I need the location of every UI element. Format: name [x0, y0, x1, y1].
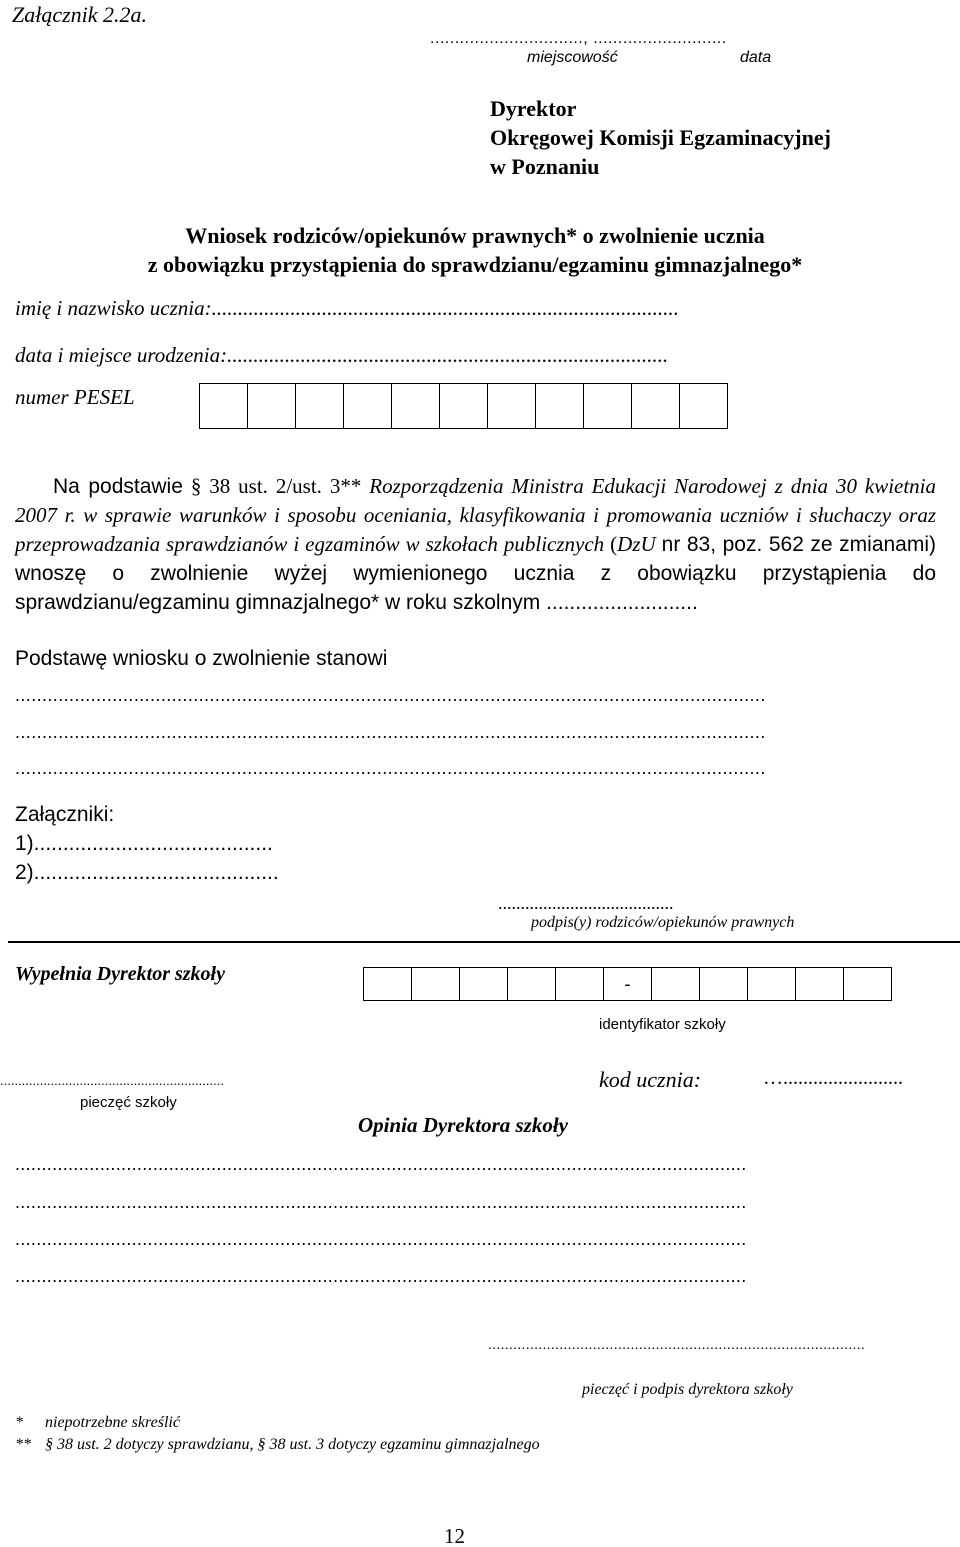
pesel-cell[interactable]: [391, 383, 440, 429]
attachments-label: Załączniki:: [15, 803, 115, 826]
pesel-grid[interactable]: [200, 383, 728, 429]
opinion-line-4[interactable]: ..........................................................................................................................................: [15, 1266, 747, 1286]
school-id-cell[interactable]: [507, 967, 556, 1001]
pesel-cell[interactable]: [343, 383, 392, 429]
footnote-1: [15, 1412, 540, 1434]
school-id-cell[interactable]: [459, 967, 508, 1001]
journal-abbrev: DzU: [617, 532, 656, 556]
page-number: 12: [444, 1524, 465, 1547]
opinion-line-1[interactable]: ..........................................................................................................................................: [15, 1154, 747, 1174]
title-line1: Wniosek rodziców/opiekunów prawnych* o zwolnienie ucznia: [185, 223, 765, 248]
school-id-dash: -: [624, 973, 631, 994]
school-id-cell[interactable]: [603, 967, 652, 1001]
attachments: [15, 800, 279, 887]
pesel-cell[interactable]: [631, 383, 680, 429]
body-part4: (: [610, 532, 618, 556]
basis-line-2[interactable]: ...........................................................................................................................................: [15, 722, 766, 742]
place-label: miejscowość: [527, 49, 618, 66]
pesel-cell[interactable]: [583, 383, 632, 429]
body-part1: Na podstawie: [53, 475, 183, 498]
school-id-cell[interactable]: [747, 967, 796, 1001]
parent-signature-label: podpis(y) rodziców/opiekunów prawnych: [531, 914, 795, 931]
opinion-line-3[interactable]: ..........................................................................................................................................: [15, 1229, 747, 1249]
director-signature-label: pieczęć i podpis dyrektora szkoły: [582, 1381, 793, 1398]
student-code-label: kod ucznia:: [599, 1067, 702, 1092]
school-stamp-dots[interactable]: ..............................................................: [0, 1073, 224, 1088]
title-line2: z obowiązku przystąpienia do sprawdzianu/egzaminu gimnazjalnego*: [147, 252, 803, 277]
pesel-cell[interactable]: [679, 383, 728, 429]
student-name-field[interactable]: [15, 296, 679, 321]
footnote-2-text-b: 38 ust. 3 dotyczy egzaminu gimnazjalnego: [269, 1436, 540, 1453]
basis-line-1[interactable]: ...........................................................................................................................................: [15, 685, 766, 705]
opinion-line-2[interactable]: ..........................................................................................................................................: [15, 1192, 747, 1212]
school-id-cell[interactable]: [843, 967, 892, 1001]
school-id-cell[interactable]: [699, 967, 748, 1001]
pesel-cell[interactable]: [439, 383, 488, 429]
section-divider: [8, 941, 960, 943]
school-stamp-label: pieczęć szkoły: [80, 1094, 177, 1111]
birth-field[interactable]: [15, 343, 668, 368]
director-section-title: Wypełnia Dyrektor szkoły: [15, 963, 225, 985]
footnote-1-mark: *: [15, 1414, 23, 1431]
footnote-2: [15, 1434, 540, 1456]
school-id-cell[interactable]: [363, 967, 412, 1001]
legal-basis-paragraph: [15, 472, 936, 617]
annex-label: Załącznik 2.2a.: [12, 2, 148, 27]
school-id-cell[interactable]: [651, 967, 700, 1001]
attachment-item-2[interactable]: 2)..........................................: [15, 861, 279, 884]
pesel-cell[interactable]: [247, 383, 296, 429]
parent-signature-dots[interactable]: .......................................: [498, 893, 674, 913]
addressee: [490, 94, 831, 181]
footnote-2-mark: **: [15, 1436, 31, 1453]
pesel-cell[interactable]: [535, 383, 584, 429]
body-part2: 38 ust. 2/ust. 3**: [209, 474, 362, 498]
body-part3: Rozporządzenia Ministra Edukacji Narodowej z dnia 30 kwietnia 2007 r. w sprawie warunków i sposobu oceniania, klasyfikowania i promowania uczniów i słuchaczy oraz przeprowadzania sprawdzianów i egzaminów w szkołach publicznych: [15, 474, 937, 556]
birth-label: data i miejsce urodzenia:: [15, 343, 228, 367]
pesel-cell[interactable]: [487, 383, 536, 429]
addressee-line3: w Poznaniu: [490, 154, 600, 179]
footnote-2-text-a: 38 ust. 2 dotyczy sprawdzianu,: [57, 1436, 254, 1453]
pesel-label: numer PESEL: [15, 385, 135, 409]
student-name-dots: .........................................................................................: [211, 296, 679, 320]
date-label: data: [740, 49, 772, 66]
body-part6: nr 83, poz. 562 ze zmianami) wnoszę o zwolnienie wyżej wymienionego ucznia z obowiązku przystąpienia do sprawdzianu/egzaminu gimnazjalnego* w roku szkolnym ..........................: [15, 533, 937, 614]
addressee-line1: Dyrektor: [490, 96, 577, 121]
school-id-cell[interactable]: [795, 967, 844, 1001]
basis-line-3[interactable]: ...........................................................................................................................................: [15, 758, 766, 778]
birth-dots: ....................................................................................: [227, 343, 669, 367]
section-sign-icon: §: [45, 1436, 53, 1453]
director-signature-dots[interactable]: ..........................................................................................: [488, 1336, 866, 1352]
school-id-cell[interactable]: [411, 967, 460, 1001]
pesel-cell[interactable]: [199, 383, 248, 429]
school-id-grid[interactable]: [364, 967, 892, 1001]
section-sign-icon: §: [257, 1436, 266, 1453]
school-id-cell[interactable]: [555, 967, 604, 1001]
place-date-dots: ..............................., ...........................: [430, 30, 727, 47]
section-sign-icon: §: [190, 474, 202, 498]
opinion-title: Opinia Dyrektora szkoły: [358, 1113, 568, 1137]
addressee-line2: Okręgowej Komisji Egzaminacyjnej: [490, 125, 831, 150]
footnote-1-text: niepotrzebne skreślić: [45, 1414, 180, 1431]
attachment-item-1[interactable]: 1).........................................: [15, 832, 273, 855]
footnotes: [15, 1412, 540, 1456]
basis-label: Podstawę wniosku o zwolnienie stanowi: [15, 647, 388, 670]
document-title: [0, 221, 960, 279]
student-name-label: imię i nazwisko ucznia:: [15, 296, 212, 320]
student-code-dots[interactable]: …........................: [763, 1067, 903, 1089]
pesel-cell[interactable]: [295, 383, 344, 429]
school-id-label: identyfikator szkoły: [599, 1016, 726, 1033]
